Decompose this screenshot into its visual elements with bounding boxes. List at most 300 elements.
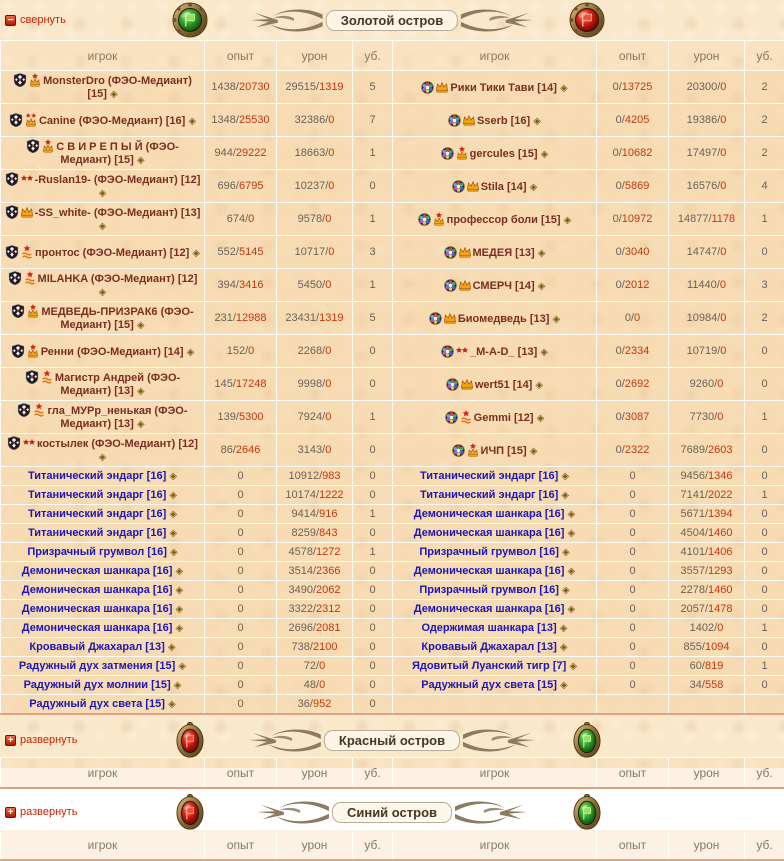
player-info-icon[interactable]: ◈ — [137, 155, 145, 166]
damage-cell: 2057/1478 — [669, 600, 745, 619]
column-header: уб. — [353, 758, 393, 789]
tribal-flourish-icon — [249, 728, 321, 752]
player-name: Canine (ФЭО-Медиант) [16] — [39, 115, 185, 127]
player-info-icon[interactable]: ◈ — [540, 347, 548, 358]
damage-cell: 4504/1460 — [669, 524, 745, 543]
section-blue-island — [0, 795, 784, 861]
exp-cell: 0 — [597, 657, 669, 676]
damage-cell: 60/819 — [669, 657, 745, 676]
player-cell — [1, 401, 205, 434]
player-info-icon[interactable]: ◈ — [187, 347, 195, 358]
crown-icon — [462, 113, 476, 127]
creature-name: Радужный дух молнии [15] — [24, 679, 171, 691]
creature-info-icon[interactable]: ◈ — [169, 490, 177, 501]
player-name: gercules [15] — [470, 148, 538, 160]
creature-row — [1, 638, 784, 657]
creature-info-icon[interactable]: ◈ — [178, 661, 186, 672]
exp-cell: 0 — [597, 524, 669, 543]
kills-cell: 0 — [745, 467, 784, 486]
island-title-text: Синий остров — [332, 802, 452, 823]
creature-name: Кровавый Джахарал [13] — [421, 641, 556, 653]
kills-cell: 0 — [353, 695, 393, 715]
player-name: СМЕРЧ [14] — [473, 280, 535, 292]
tribal-flourish-icon — [463, 728, 535, 752]
column-header: урон — [669, 41, 745, 71]
exp-cell: 394/3416 — [205, 269, 277, 302]
column-header: уб. — [745, 758, 784, 789]
player-cell — [1, 104, 205, 137]
player-row — [1, 137, 784, 170]
crown-icon — [458, 245, 472, 259]
creature-info-icon[interactable]: ◈ — [560, 680, 568, 691]
exp-cell: 139/5300 — [205, 401, 277, 434]
creature-name: Титанический эндарг [16] — [420, 470, 558, 482]
damage-cell: 3322/2312 — [277, 600, 353, 619]
kills-cell: 0 — [745, 335, 784, 368]
column-header: урон — [669, 830, 745, 861]
kills-cell: 2 — [745, 71, 784, 104]
exp-cell: 0 — [597, 581, 669, 600]
player-cell — [393, 137, 597, 170]
damage-cell: 10984/0 — [669, 302, 745, 335]
green-flag-gem-icon — [573, 794, 601, 830]
player-name: Рики Тики Тави [14] — [450, 82, 557, 94]
shield-icon — [13, 73, 27, 87]
creature-info-icon[interactable]: ◈ — [562, 547, 570, 558]
flower-icon — [441, 147, 454, 160]
exp-cell: 0/2012 — [597, 269, 669, 302]
player-info-icon[interactable]: ◈ — [137, 386, 145, 397]
creature-cell — [1, 619, 205, 638]
exp-cell: 0/2322 — [597, 434, 669, 467]
exp-cell: 0 — [205, 562, 277, 581]
crown-icon — [435, 80, 449, 94]
damage-cell: 855/1094 — [669, 638, 745, 657]
creature-cell — [393, 505, 597, 524]
creature-info-icon[interactable]: ◈ — [169, 509, 177, 520]
shield-icon — [26, 139, 40, 153]
creature-row — [1, 600, 784, 619]
player-name: Ренни (ФЭО-Медиант) [14] — [41, 346, 184, 358]
damage-cell: 2268/0 — [277, 335, 353, 368]
creature-info-icon[interactable]: ◈ — [569, 661, 577, 672]
kills-cell: 0 — [353, 638, 393, 657]
tribal-flourish-icon — [257, 800, 329, 824]
player-info-icon[interactable]: ◈ — [99, 287, 107, 298]
creature-info-icon[interactable]: ◈ — [568, 566, 576, 577]
player-name: С В И Р Е П Ы Й (ФЭО-Медиант) [15] — [56, 141, 179, 166]
exp-cell: 0/3087 — [597, 401, 669, 434]
exp-cell: 0 — [597, 505, 669, 524]
player-cell — [1, 71, 205, 104]
creature-row — [1, 524, 784, 543]
creature-info-icon[interactable]: ◈ — [168, 699, 176, 710]
player-name: Биомедведь [13] — [458, 313, 550, 325]
player-info-icon[interactable]: ◈ — [533, 116, 541, 127]
player-info-icon[interactable]: ◈ — [110, 89, 118, 100]
shield-icon — [5, 172, 19, 186]
kills-cell: 0 — [353, 581, 393, 600]
creature-name: Одержимая шанкара [13] — [422, 622, 557, 634]
creature-row — [1, 505, 784, 524]
kills-cell: 0 — [353, 368, 393, 401]
creature-name: Ядовитый Луанский тигр [7] — [412, 660, 566, 672]
player-cell — [393, 368, 597, 401]
creature-row — [1, 543, 784, 562]
kills-cell: 7 — [353, 104, 393, 137]
player-row — [1, 269, 784, 302]
red-flag-gem-icon — [569, 2, 605, 38]
player-info-icon[interactable]: ◈ — [192, 248, 200, 259]
exp-cell: 0 — [205, 581, 277, 600]
player-name: Магистр Андрей (ФЭО-Медиант) [13] — [55, 372, 180, 397]
exp-cell: 0 — [205, 505, 277, 524]
player-row — [1, 203, 784, 236]
creature-info-icon[interactable]: ◈ — [568, 528, 576, 539]
double-star-icon — [22, 436, 36, 450]
player-name: костылек (ФЭО-Медиант) [12] — [37, 438, 198, 450]
player-info-icon[interactable]: ◈ — [564, 215, 572, 226]
creature-cell — [1, 600, 205, 619]
damage-cell: 7730/0 — [669, 401, 745, 434]
kills-cell: 0 — [745, 524, 784, 543]
kills-cell: 1 — [745, 401, 784, 434]
player-cell — [1, 236, 205, 269]
red-flag-gem-icon — [176, 722, 204, 758]
damage-cell: 23431/1319 — [277, 302, 353, 335]
kills-cell: 0 — [745, 543, 784, 562]
player-cell — [393, 170, 597, 203]
player-info-icon[interactable]: ◈ — [99, 188, 107, 199]
creature-cell — [1, 562, 205, 581]
flower-icon — [444, 246, 457, 259]
player-name: MonsterDro (ФЭО-Медиант) [15] — [43, 75, 192, 100]
kills-cell: 0 — [745, 368, 784, 401]
creature-info-icon[interactable]: ◈ — [169, 528, 177, 539]
column-header: уб. — [745, 41, 784, 71]
creature-row — [1, 619, 784, 638]
creature-info-icon[interactable]: ◈ — [176, 566, 184, 577]
exp-cell: 0/5869 — [597, 170, 669, 203]
player-cell — [393, 401, 597, 434]
creature-cell — [393, 467, 597, 486]
plus-icon — [5, 735, 16, 746]
shield-icon — [17, 403, 31, 417]
player-name: MILAHKA (ФЭО-Медиант) [12] — [38, 273, 198, 285]
kills-cell: 1 — [353, 203, 393, 236]
creature-name: Демоническая шанкара [16] — [22, 603, 173, 615]
kills-cell: 0 — [353, 170, 393, 203]
kills-cell: 5 — [353, 71, 393, 104]
creature-name: Демоническая шанкара [16] — [22, 584, 173, 596]
expand-link[interactable] — [5, 806, 77, 818]
exp-cell: 944/29222 — [205, 137, 277, 170]
kills-cell: 0 — [745, 505, 784, 524]
column-header: игрок — [1, 41, 205, 71]
player-row — [1, 71, 784, 104]
collapse-link-label: свернуть — [20, 14, 66, 26]
player-info-icon[interactable]: ◈ — [538, 281, 546, 292]
kills-cell: 0 — [353, 335, 393, 368]
creature-name: Демоническая шанкара [16] — [414, 527, 565, 539]
double-star-icon — [20, 172, 34, 186]
player-info-icon[interactable]: ◈ — [552, 314, 560, 325]
column-header: уб. — [745, 830, 784, 861]
star-bars-icon — [40, 370, 54, 384]
player-row — [1, 170, 784, 203]
exp-cell: 0 — [597, 486, 669, 505]
flower-icon — [441, 345, 454, 358]
player-name: -Ruslan19- (ФЭО-Медиант) [12] — [35, 174, 201, 186]
exp-cell: 0/10972 — [597, 203, 669, 236]
column-header: опыт — [597, 830, 669, 861]
flower-icon — [446, 378, 459, 391]
flower-icon — [452, 444, 465, 457]
creature-info-icon[interactable]: ◈ — [562, 585, 570, 596]
damage-cell: 32386/0 — [277, 104, 353, 137]
creature-cell — [1, 695, 205, 715]
exp-cell: 0 — [205, 695, 277, 715]
damage-cell: 10912/983 — [277, 467, 353, 486]
double-star-icon — [455, 344, 469, 358]
player-info-icon[interactable]: ◈ — [530, 446, 538, 457]
player-name: wert51 [14] — [475, 379, 532, 391]
kills-cell: 2 — [745, 302, 784, 335]
crown-icon — [20, 205, 34, 219]
creature-cell — [393, 486, 597, 505]
damage-cell: 34/558 — [669, 676, 745, 695]
creature-info-icon[interactable]: ◈ — [176, 623, 184, 634]
exp-cell: 0 — [597, 600, 669, 619]
creature-info-icon[interactable]: ◈ — [176, 604, 184, 615]
player-name: -SS_white- (ФЭО-Медиант) [13] — [35, 207, 201, 219]
tribal-flourish-icon — [251, 8, 323, 32]
column-header: урон — [277, 41, 353, 71]
player-info-icon[interactable]: ◈ — [535, 380, 543, 391]
column-header: урон — [277, 758, 353, 789]
player-name: ИЧП [15] — [481, 445, 527, 457]
creature-info-icon[interactable]: ◈ — [170, 547, 178, 558]
creature-info-icon[interactable]: ◈ — [568, 604, 576, 615]
red-island-bar — [0, 723, 784, 757]
red-island-table — [0, 757, 784, 789]
crown-star-icon — [432, 212, 446, 226]
creature-info-icon[interactable]: ◈ — [560, 623, 568, 634]
star-bars-icon — [32, 403, 46, 417]
crown-icon — [458, 278, 472, 292]
player-info-icon[interactable]: ◈ — [560, 83, 568, 94]
shield-icon — [5, 205, 19, 219]
exp-cell: 145/17248 — [205, 368, 277, 401]
exp-cell: 0/2692 — [597, 368, 669, 401]
star-bars-icon — [459, 410, 473, 424]
player-name: гла_МУРр_ненькая (ФЭО-Медиант) [13] — [47, 405, 187, 430]
island-title-text: Золотой остров — [326, 10, 458, 31]
kills-cell: 1 — [353, 269, 393, 302]
creature-name: Кровавый Джахарал [13] — [29, 641, 164, 653]
exp-cell: 0 — [597, 676, 669, 695]
player-cell — [393, 203, 597, 236]
damage-cell: 11440/0 — [669, 269, 745, 302]
creature-row — [1, 581, 784, 600]
player-info-icon[interactable]: ◈ — [99, 221, 107, 232]
exp-cell: 231/12988 — [205, 302, 277, 335]
damage-cell: 10717/0 — [277, 236, 353, 269]
exp-cell: 0/10682 — [597, 137, 669, 170]
shield-icon — [9, 113, 23, 127]
blue-island-bar — [0, 795, 784, 829]
damage-cell: 3557/1293 — [669, 562, 745, 581]
kills-cell: 0 — [353, 562, 393, 581]
tribal-flourish-icon — [455, 800, 527, 824]
creature-name: Титанический эндарг [16] — [28, 489, 166, 501]
player-name: МЕДЕЯ [13] — [473, 247, 535, 259]
creature-cell — [1, 638, 205, 657]
creature-cell — [1, 676, 205, 695]
creature-cell — [1, 505, 205, 524]
exp-cell: 0 — [597, 467, 669, 486]
kills-cell: 0 — [353, 524, 393, 543]
crown-star-icon — [41, 139, 55, 153]
damage-cell: 9456/1346 — [669, 467, 745, 486]
blue-island-table — [0, 829, 784, 861]
player-info-icon[interactable]: ◈ — [188, 116, 196, 127]
kills-cell: 0 — [353, 434, 393, 467]
exp-cell: 152/0 — [205, 335, 277, 368]
creature-row — [1, 562, 784, 581]
kills-cell: 0 — [745, 236, 784, 269]
damage-cell: 7924/0 — [277, 401, 353, 434]
damage-cell: 19386/0 — [669, 104, 745, 137]
kills-cell: 3 — [745, 269, 784, 302]
kills-cell: 0 — [353, 676, 393, 695]
creature-cell — [1, 581, 205, 600]
damage-cell: 2278/1460 — [669, 581, 745, 600]
creature-cell — [393, 638, 597, 657]
damage-cell: 48/0 — [277, 676, 353, 695]
damage-cell: 3490/2062 — [277, 581, 353, 600]
exp-cell: 0/4205 — [597, 104, 669, 137]
player-info-icon[interactable]: ◈ — [537, 413, 545, 424]
player-cell — [1, 203, 205, 236]
player-info-icon[interactable]: ◈ — [99, 452, 107, 463]
creature-name: Радужный дух света [15] — [421, 679, 557, 691]
kills-cell: 0 — [745, 600, 784, 619]
player-info-icon[interactable]: ◈ — [538, 248, 546, 259]
column-header: уб. — [353, 41, 393, 71]
player-info-icon[interactable]: ◈ — [137, 320, 145, 331]
creature-row — [1, 467, 784, 486]
section-red-island — [0, 723, 784, 789]
player-cell — [393, 434, 597, 467]
exp-cell: 0 — [205, 467, 277, 486]
player-info-icon[interactable]: ◈ — [530, 182, 538, 193]
column-header: игрок — [1, 758, 205, 789]
creature-cell — [393, 562, 597, 581]
creature-info-icon[interactable]: ◈ — [176, 585, 184, 596]
collapse-link[interactable] — [5, 14, 66, 26]
player-cell — [1, 137, 205, 170]
flower-icon — [448, 114, 461, 127]
creature-name: Титанический эндарг [16] — [28, 508, 166, 520]
damage-cell: 9414/916 — [277, 505, 353, 524]
creature-name: Демоническая шанкара [16] — [414, 565, 565, 577]
island-title — [257, 800, 527, 824]
damage-cell: 7141/2022 — [669, 486, 745, 505]
damage-cell: 7689/2603 — [669, 434, 745, 467]
expand-link[interactable] — [5, 734, 77, 746]
damage-cell: 20300/0 — [669, 71, 745, 104]
damage-cell: 10237/0 — [277, 170, 353, 203]
exp-cell: 0 — [597, 619, 669, 638]
kills-cell: 1 — [353, 505, 393, 524]
column-header: уб. — [353, 830, 393, 861]
crown-star-icon — [26, 304, 40, 318]
creature-name: Призрачный грумвол [16] — [419, 546, 559, 558]
column-header: опыт — [205, 41, 277, 71]
creature-info-icon[interactable]: ◈ — [174, 680, 182, 691]
creature-info-icon[interactable]: ◈ — [568, 509, 576, 520]
player-row — [1, 104, 784, 137]
creature-info-icon[interactable]: ◈ — [561, 490, 569, 501]
kills-cell: 1 — [745, 203, 784, 236]
shield-icon — [5, 245, 19, 259]
column-header: игрок — [393, 41, 597, 71]
damage-cell: 4578/1272 — [277, 543, 353, 562]
damage-cell: 36/952 — [277, 695, 353, 715]
player-info-icon[interactable]: ◈ — [541, 149, 549, 160]
damage-cell: 3143/0 — [277, 434, 353, 467]
crown-star-icon — [26, 344, 40, 358]
creature-name: Демоническая шанкара [16] — [414, 508, 565, 520]
player-name: Gemmi [12] — [474, 412, 534, 424]
player-cell — [393, 71, 597, 104]
shield-icon — [11, 344, 25, 358]
player-cell — [1, 302, 205, 335]
player-name: пронтос (ФЭО-Медиант) [12] — [35, 247, 189, 259]
creature-cell — [393, 695, 597, 715]
creature-info-icon[interactable]: ◈ — [169, 471, 177, 482]
player-row — [1, 302, 784, 335]
expand-link-label: развернуть — [20, 806, 77, 818]
island-title — [249, 728, 535, 752]
flower-icon — [418, 213, 431, 226]
column-header: опыт — [205, 830, 277, 861]
column-header: игрок — [1, 830, 205, 861]
creature-row — [1, 486, 784, 505]
flower-icon — [429, 312, 442, 325]
player-info-icon[interactable]: ◈ — [137, 419, 145, 430]
crown-star-icon — [455, 146, 469, 160]
creature-info-icon[interactable]: ◈ — [168, 642, 176, 653]
exp-cell: 0 — [205, 619, 277, 638]
star-bars-icon — [20, 245, 34, 259]
damage-cell: 3514/2366 — [277, 562, 353, 581]
shield-icon — [25, 370, 39, 384]
flower-icon — [444, 279, 457, 292]
exp-cell: 0 — [205, 600, 277, 619]
player-cell — [1, 368, 205, 401]
minus-icon — [5, 15, 16, 26]
green-flag-gem-icon — [172, 2, 208, 38]
crown-icon — [443, 311, 457, 325]
player-cell — [393, 269, 597, 302]
damage-cell: 8259/843 — [277, 524, 353, 543]
creature-info-icon[interactable]: ◈ — [561, 471, 569, 482]
creature-cell — [1, 524, 205, 543]
flower-icon — [445, 411, 458, 424]
creature-info-icon[interactable]: ◈ — [560, 642, 568, 653]
